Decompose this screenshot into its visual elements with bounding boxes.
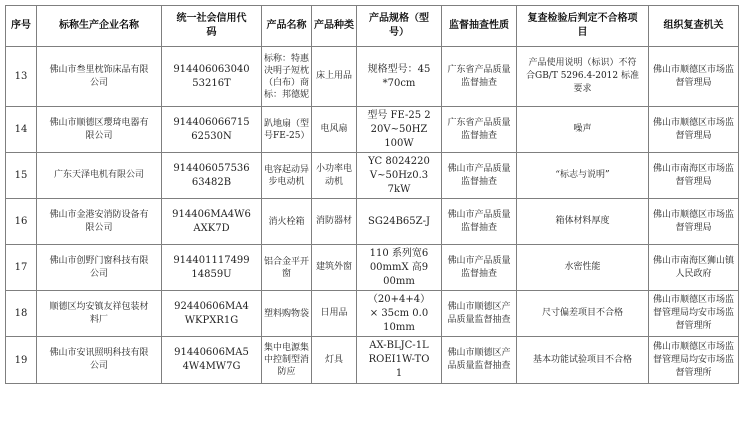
cell-company: 广东天泽电机有限公司 — [37, 153, 162, 199]
cell-spec: （20+4+4）× 35cm 0.010mm — [357, 291, 442, 337]
cell-product-name: 集中电源集中控制型消防应 — [262, 337, 312, 384]
header-agency: 组织复查机关 — [649, 6, 739, 47]
cell-product-type: 建筑外窗 — [312, 245, 357, 291]
cell-product-name: 塑料购物袋 — [262, 291, 312, 337]
cell-inspection: 佛山市产品质量监督抽查 — [442, 153, 517, 199]
cell-company: 佛山市创野门窗科技有限公司 — [37, 245, 162, 291]
cell-product-name: 趴地扇（型号FE-25） — [262, 107, 312, 153]
cell-failed-items: 产品使用说明（标识）不符合GB/T 5296.4-2012 标准要求 — [517, 47, 649, 107]
cell-inspection: 佛山市产品质量监督抽查 — [442, 245, 517, 291]
cell-spec: AX-BLJC-1LROEI1W-TO1 — [357, 337, 442, 384]
header-product-type: 产品种类 — [312, 6, 357, 47]
cell-failed-items: 水密性能 — [517, 245, 649, 291]
cell-product-name: 消火栓箱 — [262, 199, 312, 245]
cell-agency: 佛山市顺德区市场监督管理局均安市场监督管理所 — [649, 337, 739, 384]
cell-product-type: 电风扇 — [312, 107, 357, 153]
cell-inspection: 佛山市顺德区产品质量监督抽查 — [442, 291, 517, 337]
header-failed-items: 复查检验后判定不合格项目 — [517, 6, 649, 47]
cell-product-type: 灯具 — [312, 337, 357, 384]
cell-credit-code: 91440606304053216T — [162, 47, 262, 107]
table-row — [6, 337, 739, 384]
cell-company: 顺德区均安镇友祥包装材料厂 — [37, 291, 162, 337]
table-row — [6, 107, 739, 153]
cell-seq: 13 — [6, 47, 37, 107]
cell-inspection: 佛山市顺德区产品质量监督抽查 — [442, 337, 517, 384]
cell-credit-code: 914406MA4W6AXK7D — [162, 199, 262, 245]
cell-spec: YC 8024220V~50Hz0.37kW — [357, 153, 442, 199]
cell-failed-items: 尺寸偏差项目不合格 — [517, 291, 649, 337]
cell-credit-code: 91440606671562530N — [162, 107, 262, 153]
cell-product-name: 铝合金平开窗 — [262, 245, 312, 291]
cell-spec: 型号 FE-25 220V~50HZ 100W — [357, 107, 442, 153]
cell-spec: SG24B65Z-J — [357, 199, 442, 245]
cell-agency: 佛山市南海区市场监督管理局 — [649, 153, 739, 199]
table-row — [6, 153, 739, 199]
cell-inspection: 广东省产品质量监督抽查 — [442, 107, 517, 153]
cell-credit-code: 91440606MA54W4MW7G — [162, 337, 262, 384]
cell-seq: 16 — [6, 199, 37, 245]
cell-credit-code: 92440606MA4WKPXR1G — [162, 291, 262, 337]
header-company: 标称生产企业名称 — [37, 6, 162, 47]
cell-company: 佛山市安讯照明科技有限公司 — [37, 337, 162, 384]
cell-seq: 19 — [6, 337, 37, 384]
header-credit-code: 统一社会信用代码 — [162, 6, 262, 47]
cell-product-type: 消防器材 — [312, 199, 357, 245]
cell-credit-code: 91440605753663482B — [162, 153, 262, 199]
cell-product-type: 床上用品 — [312, 47, 357, 107]
cell-seq: 18 — [6, 291, 37, 337]
cell-inspection: 佛山市产品质量监督抽查 — [442, 199, 517, 245]
header-seq: 序号 — [6, 6, 37, 47]
cell-spec: 110 系列宽600mmX 高900mm — [357, 245, 442, 291]
cell-agency: 佛山市南海区狮山镇人民政府 — [649, 245, 739, 291]
cell-product-name: 标称：特惠决明子短枕（白布）商标：邦德妮 — [262, 47, 312, 107]
cell-product-name: 电容起动异步电动机 — [262, 153, 312, 199]
table-header-row — [6, 6, 739, 47]
cell-failed-items: “标志与说明” — [517, 153, 649, 199]
table-row — [6, 291, 739, 337]
table-row — [6, 47, 739, 107]
cell-agency: 佛山市顺德区市场监督管理局 — [649, 199, 739, 245]
cell-company: 佛山市叁里枕饰床品有限公司 — [37, 47, 162, 107]
cell-agency: 佛山市顺德区市场监督管理局 — [649, 107, 739, 153]
header-spec: 产品规格（型号） — [357, 6, 442, 47]
cell-failed-items: 噪声 — [517, 107, 649, 153]
cell-failed-items: 基本功能试验项目不合格 — [517, 337, 649, 384]
cell-agency: 佛山市顺德区市场监督管理局均安市场监督管理所 — [649, 291, 739, 337]
table-row — [6, 245, 739, 291]
recheck-results-table — [5, 5, 739, 384]
cell-inspection: 广东省产品质量监督抽查 — [442, 47, 517, 107]
table-row — [6, 199, 739, 245]
header-product-name: 产品名称 — [262, 6, 312, 47]
cell-seq: 17 — [6, 245, 37, 291]
cell-product-type: 小功率电动机 — [312, 153, 357, 199]
cell-agency: 佛山市顺德区市场监督管理局 — [649, 47, 739, 107]
cell-spec: 规格型号：45*70cm — [357, 47, 442, 107]
cell-company: 佛山市金港安消防设备有限公司 — [37, 199, 162, 245]
header-inspection: 监督抽查性质 — [442, 6, 517, 47]
cell-company: 佛山市顺德区璎琦电器有限公司 — [37, 107, 162, 153]
cell-product-type: 日用品 — [312, 291, 357, 337]
cell-seq: 14 — [6, 107, 37, 153]
cell-seq: 15 — [6, 153, 37, 199]
cell-credit-code: 91440111749914859U — [162, 245, 262, 291]
cell-failed-items: 箱体材料厚度 — [517, 199, 649, 245]
